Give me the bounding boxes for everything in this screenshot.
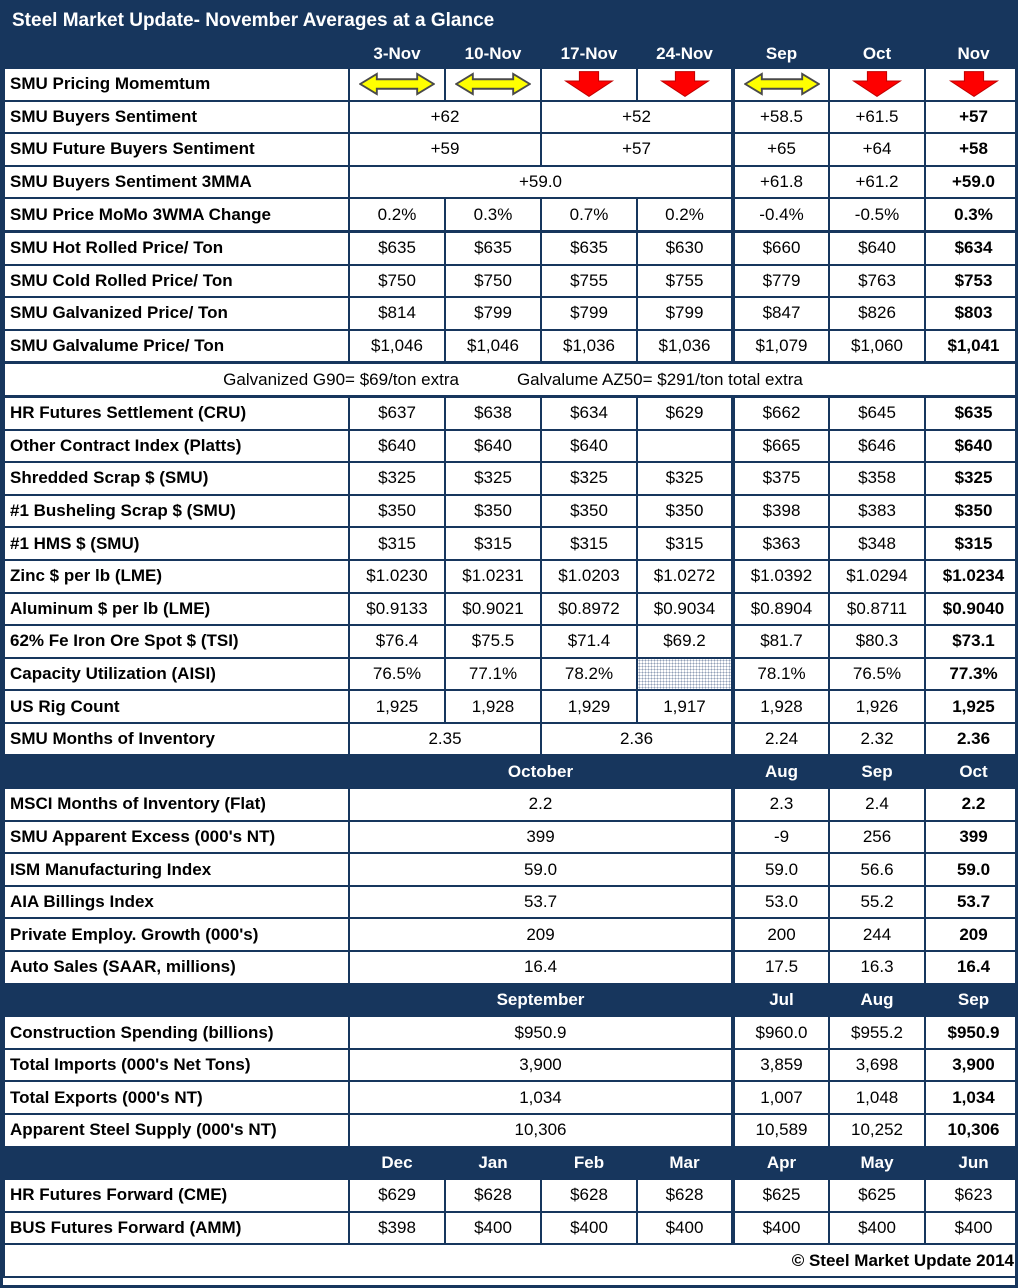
value-cell: +57 [541, 133, 733, 166]
value-cell: $799 [637, 297, 733, 330]
row-label: SMU Future Buyers Sentiment [4, 133, 349, 166]
value-cell: +58 [925, 133, 1018, 166]
row-label: SMU Months of Inventory [4, 723, 349, 756]
period-header: Aug [829, 984, 925, 1017]
row-label: SMU Galvanized Price/ Ton [4, 297, 349, 330]
table-row [4, 495, 1018, 528]
row-label [4, 984, 349, 1017]
value-cell: $645 [829, 396, 925, 429]
column-header: 10-Nov [445, 40, 541, 68]
down-arrow-icon [947, 71, 1001, 97]
value-cell: 53.7 [925, 886, 1018, 919]
value-cell: $635 [541, 231, 637, 264]
table-row [4, 101, 1018, 134]
value-cell: $826 [829, 297, 925, 330]
table-row [4, 1081, 1018, 1114]
row-label: Auto Sales (SAAR, millions) [4, 951, 349, 984]
value-cell: 209 [349, 918, 733, 951]
value-cell: $363 [733, 527, 829, 560]
period-header: May [829, 1147, 925, 1180]
value-cell: $325 [541, 462, 637, 495]
value-cell: 1,926 [829, 690, 925, 723]
value-cell: $1,060 [829, 330, 925, 363]
value-cell: 399 [925, 821, 1018, 854]
value-cell: 78.2% [541, 658, 637, 691]
table-row [4, 886, 1018, 919]
down-arrow-icon [850, 71, 904, 97]
value-cell: $634 [925, 231, 1018, 264]
value-cell: $358 [829, 462, 925, 495]
row-label: Apparent Steel Supply (000's NT) [4, 1114, 349, 1147]
value-cell: 59.0 [733, 853, 829, 886]
value-cell: $0.9133 [349, 593, 445, 626]
value-cell: 76.5% [349, 658, 445, 691]
value-cell: 16.4 [349, 951, 733, 984]
value-cell: $400 [637, 1212, 733, 1245]
page-title: Steel Market Update- November Averages at a Glance [3, 3, 1015, 39]
galvanized-extra-note: Galvanized G90= $69/ton extra [223, 369, 459, 389]
note-text [4, 363, 1018, 397]
row-label: ISM Manufacturing Index [4, 853, 349, 886]
period-header: Dec [349, 1147, 445, 1180]
value-cell: 3,698 [829, 1049, 925, 1082]
value-cell: 2.4 [829, 788, 925, 821]
value-cell: $950.9 [349, 1016, 733, 1049]
value-cell: $315 [925, 527, 1018, 560]
value-cell: 1,929 [541, 690, 637, 723]
row-label: Aluminum $ per lb (LME) [4, 593, 349, 626]
value-cell: $1.0231 [445, 560, 541, 593]
value-cell: $960.0 [733, 1016, 829, 1049]
period-header: Apr [733, 1147, 829, 1180]
row-label: US Rig Count [4, 690, 349, 723]
value-cell: 1,925 [349, 690, 445, 723]
period-header: Aug [733, 755, 829, 788]
down-arrow-icon [562, 71, 616, 97]
value-cell: $350 [445, 495, 541, 528]
value-cell: $629 [637, 396, 733, 429]
value-cell: +52 [541, 101, 733, 134]
row-label: #1 HMS $ (SMU) [4, 527, 349, 560]
value-cell: 77.1% [445, 658, 541, 691]
value-cell: $640 [829, 231, 925, 264]
value-cell: $662 [733, 396, 829, 429]
summary-table-body [4, 40, 1018, 1277]
column-header: Sep [733, 40, 829, 68]
value-cell: $763 [829, 265, 925, 298]
value-cell: 2.3 [733, 788, 829, 821]
period-header: Oct [925, 755, 1018, 788]
period-header-row [4, 984, 1018, 1017]
value-cell: 16.4 [925, 951, 1018, 984]
value-cell: 2.35 [349, 723, 541, 756]
value-cell: 10,306 [349, 1114, 733, 1147]
value-cell: $348 [829, 527, 925, 560]
table-row [4, 1179, 1018, 1212]
value-cell: $400 [445, 1212, 541, 1245]
momentum-cell [925, 68, 1018, 101]
value-cell: +61.2 [829, 166, 925, 199]
column-header: Nov [925, 40, 1018, 68]
table-row [4, 788, 1018, 821]
row-label: SMU Buyers Sentiment 3MMA [4, 166, 349, 199]
value-cell: 256 [829, 821, 925, 854]
value-cell: 2.32 [829, 723, 925, 756]
value-cell: -0.5% [829, 198, 925, 231]
sideways-arrow-icon [455, 72, 531, 96]
value-cell: 3,859 [733, 1049, 829, 1082]
momentum-cell [733, 68, 829, 101]
value-cell: $799 [541, 297, 637, 330]
value-cell: $400 [829, 1212, 925, 1245]
value-cell: $646 [829, 430, 925, 463]
value-cell: $635 [925, 396, 1018, 429]
value-cell: $1.0230 [349, 560, 445, 593]
table-row [4, 690, 1018, 723]
table-row [4, 918, 1018, 951]
table-row [4, 1049, 1018, 1082]
row-label [4, 1147, 349, 1180]
period-header: Feb [541, 1147, 637, 1180]
value-cell: 1,048 [829, 1081, 925, 1114]
value-cell: $753 [925, 265, 1018, 298]
value-cell: 1,928 [733, 690, 829, 723]
value-cell: +59.0 [925, 166, 1018, 199]
value-cell: $1,036 [541, 330, 637, 363]
no-data-hatched-cell [637, 658, 733, 691]
value-cell: $71.4 [541, 625, 637, 658]
value-cell: $76.4 [349, 625, 445, 658]
value-cell: +64 [829, 133, 925, 166]
table-row [4, 265, 1018, 298]
value-cell: $629 [349, 1179, 445, 1212]
value-cell: +61.8 [733, 166, 829, 199]
table-row [4, 133, 1018, 166]
value-cell: $325 [637, 462, 733, 495]
value-cell: $375 [733, 462, 829, 495]
period-header: Sep [829, 755, 925, 788]
value-cell: $635 [349, 231, 445, 264]
galvalume-extra-note: Galvalume AZ50= $291/ton total extra [516, 369, 803, 389]
table-row [4, 68, 1018, 101]
row-label: SMU Apparent Excess (000's NT) [4, 821, 349, 854]
value-cell: 2.36 [541, 723, 733, 756]
value-cell: +62 [349, 101, 541, 134]
value-cell: 17.5 [733, 951, 829, 984]
table-row [4, 198, 1018, 231]
value-cell: 1,925 [925, 690, 1018, 723]
value-cell: +59.0 [349, 166, 733, 199]
value-cell: 2.24 [733, 723, 829, 756]
value-cell: $660 [733, 231, 829, 264]
value-cell: 1,034 [349, 1081, 733, 1114]
value-cell: $350 [541, 495, 637, 528]
value-cell: $803 [925, 297, 1018, 330]
value-cell: 76.5% [829, 658, 925, 691]
value-cell: 3,900 [349, 1049, 733, 1082]
copyright: © Steel Market Update 2014 [4, 1244, 1018, 1277]
value-cell: 77.3% [925, 658, 1018, 691]
momentum-cell [637, 68, 733, 101]
row-label: SMU Buyers Sentiment [4, 101, 349, 134]
value-cell: $630 [637, 231, 733, 264]
row-label: Zinc $ per lb (LME) [4, 560, 349, 593]
value-cell: $73.1 [925, 625, 1018, 658]
value-cell: $635 [445, 231, 541, 264]
row-label: MSCI Months of Inventory (Flat) [4, 788, 349, 821]
value-cell: +65 [733, 133, 829, 166]
value-cell: $350 [349, 495, 445, 528]
table-row [4, 951, 1018, 984]
value-cell: $779 [733, 265, 829, 298]
value-cell: $640 [445, 430, 541, 463]
value-cell: $0.9034 [637, 593, 733, 626]
value-cell: -0.4% [733, 198, 829, 231]
value-cell: 1,928 [445, 690, 541, 723]
value-cell: $640 [541, 430, 637, 463]
value-cell: 2.2 [349, 788, 733, 821]
value-cell: $625 [829, 1179, 925, 1212]
value-cell: +61.5 [829, 101, 925, 134]
value-cell: +57 [925, 101, 1018, 134]
table-row [4, 723, 1018, 756]
column-header: 17-Nov [541, 40, 637, 68]
value-cell: 0.3% [925, 198, 1018, 231]
value-cell: $315 [445, 527, 541, 560]
table-row [4, 821, 1018, 854]
value-cell: 2.36 [925, 723, 1018, 756]
table-row [4, 166, 1018, 199]
value-cell: $799 [445, 297, 541, 330]
value-cell: 399 [349, 821, 733, 854]
value-cell [637, 430, 733, 463]
table-row [4, 430, 1018, 463]
footer-row [4, 1244, 1018, 1277]
row-label: HR Futures Forward (CME) [4, 1179, 349, 1212]
value-cell: $350 [925, 495, 1018, 528]
value-cell: $315 [637, 527, 733, 560]
period-header: Jan [445, 1147, 541, 1180]
value-cell: 10,252 [829, 1114, 925, 1147]
table-row [4, 231, 1018, 264]
value-cell: $325 [349, 462, 445, 495]
row-label: BUS Futures Forward (AMM) [4, 1212, 349, 1245]
momentum-cell [829, 68, 925, 101]
value-cell: $847 [733, 297, 829, 330]
value-cell: 10,589 [733, 1114, 829, 1147]
value-cell: $1,041 [925, 330, 1018, 363]
table-row [4, 527, 1018, 560]
value-cell: $325 [925, 462, 1018, 495]
value-cell: 2.2 [925, 788, 1018, 821]
column-header: 24-Nov [637, 40, 733, 68]
value-cell: $665 [733, 430, 829, 463]
table-row [4, 396, 1018, 429]
value-cell: 55.2 [829, 886, 925, 919]
value-cell: $750 [445, 265, 541, 298]
value-cell: $625 [733, 1179, 829, 1212]
row-label: Total Imports (000's Net Tons) [4, 1049, 349, 1082]
table-row [4, 462, 1018, 495]
value-cell: +59 [349, 133, 541, 166]
value-cell: $755 [637, 265, 733, 298]
row-label: Shredded Scrap $ (SMU) [4, 462, 349, 495]
value-cell: 78.1% [733, 658, 829, 691]
row-label: SMU Hot Rolled Price/ Ton [4, 231, 349, 264]
row-label: SMU Price MoMo 3WMA Change [4, 198, 349, 231]
value-cell: 209 [925, 918, 1018, 951]
period-header: Jul [733, 984, 829, 1017]
value-cell: $0.8904 [733, 593, 829, 626]
value-cell: +58.5 [733, 101, 829, 134]
down-arrow-icon [658, 71, 712, 97]
row-label: 62% Fe Iron Ore Spot $ (TSI) [4, 625, 349, 658]
value-cell: $325 [445, 462, 541, 495]
value-cell: 53.0 [733, 886, 829, 919]
value-cell: 0.7% [541, 198, 637, 231]
value-cell: 0.2% [637, 198, 733, 231]
value-cell: $1.0234 [925, 560, 1018, 593]
value-cell: $1.0294 [829, 560, 925, 593]
row-label: Other Contract Index (Platts) [4, 430, 349, 463]
value-cell: 200 [733, 918, 829, 951]
momentum-cell [541, 68, 637, 101]
row-label [4, 755, 349, 788]
row-label: HR Futures Settlement (CRU) [4, 396, 349, 429]
value-cell: 244 [829, 918, 925, 951]
value-cell: $640 [925, 430, 1018, 463]
value-cell: $755 [541, 265, 637, 298]
value-cell: $315 [541, 527, 637, 560]
value-cell: $400 [733, 1212, 829, 1245]
row-label: SMU Cold Rolled Price/ Ton [4, 265, 349, 298]
sideways-arrow-icon [359, 72, 435, 96]
period-header: September [349, 984, 733, 1017]
row-label: Private Employ. Growth (000's) [4, 918, 349, 951]
value-cell: -9 [733, 821, 829, 854]
value-cell: $750 [349, 265, 445, 298]
value-cell: $315 [349, 527, 445, 560]
column-header: Oct [829, 40, 925, 68]
table-row [4, 1016, 1018, 1049]
value-cell: 1,917 [637, 690, 733, 723]
value-cell: $400 [541, 1212, 637, 1245]
value-cell: $350 [637, 495, 733, 528]
momentum-cell [445, 68, 541, 101]
value-cell: $1,046 [349, 330, 445, 363]
value-cell: 1,007 [733, 1081, 829, 1114]
value-cell: $637 [349, 396, 445, 429]
value-cell: $1.0272 [637, 560, 733, 593]
row-label: Capacity Utilization (AISI) [4, 658, 349, 691]
table-row [4, 593, 1018, 626]
table-row [4, 297, 1018, 330]
row-label: SMU Galvalume Price/ Ton [4, 330, 349, 363]
period-header: Mar [637, 1147, 733, 1180]
value-cell: $638 [445, 396, 541, 429]
value-cell: $628 [541, 1179, 637, 1212]
value-cell: $0.9040 [925, 593, 1018, 626]
value-cell: 1,034 [925, 1081, 1018, 1114]
value-cell: $623 [925, 1179, 1018, 1212]
value-cell: $1,046 [445, 330, 541, 363]
value-cell: 0.3% [445, 198, 541, 231]
value-cell: 53.7 [349, 886, 733, 919]
value-cell: $814 [349, 297, 445, 330]
value-cell: $628 [445, 1179, 541, 1212]
table-row [4, 853, 1018, 886]
value-cell: $81.7 [733, 625, 829, 658]
value-cell: $75.5 [445, 625, 541, 658]
row-label: AIA Billings Index [4, 886, 349, 919]
period-header-row [4, 1147, 1018, 1180]
value-cell: $628 [637, 1179, 733, 1212]
value-cell: $69.2 [637, 625, 733, 658]
value-cell: $950.9 [925, 1016, 1018, 1049]
value-cell: 56.6 [829, 853, 925, 886]
momentum-cell [349, 68, 445, 101]
column-header: 3-Nov [349, 40, 445, 68]
table-row [4, 625, 1018, 658]
value-cell: $400 [925, 1212, 1018, 1245]
summary-table [3, 39, 1018, 1278]
row-label: Total Exports (000's NT) [4, 1081, 349, 1114]
value-cell: $1,036 [637, 330, 733, 363]
value-cell: 16.3 [829, 951, 925, 984]
value-cell: $0.9021 [445, 593, 541, 626]
table-row [4, 560, 1018, 593]
period-header: Sep [925, 984, 1018, 1017]
note-row [4, 363, 1018, 397]
value-cell: $955.2 [829, 1016, 925, 1049]
value-cell: 59.0 [925, 853, 1018, 886]
value-cell: $1.0392 [733, 560, 829, 593]
value-cell: $640 [349, 430, 445, 463]
table-row [4, 1212, 1018, 1245]
value-cell: $398 [733, 495, 829, 528]
row-label: SMU Pricing Momemtum [4, 68, 349, 101]
sideways-arrow-icon [744, 72, 820, 96]
value-cell: $80.3 [829, 625, 925, 658]
value-cell: $634 [541, 396, 637, 429]
table-row [4, 330, 1018, 363]
period-header: Jun [925, 1147, 1018, 1180]
value-cell: 10,306 [925, 1114, 1018, 1147]
value-cell: 0.2% [349, 198, 445, 231]
value-cell: $383 [829, 495, 925, 528]
row-label: #1 Busheling Scrap $ (SMU) [4, 495, 349, 528]
value-cell: 3,900 [925, 1049, 1018, 1082]
column-header-row [4, 40, 1018, 68]
row-label: Construction Spending (billions) [4, 1016, 349, 1049]
table-row [4, 1114, 1018, 1147]
value-cell: $398 [349, 1212, 445, 1245]
value-cell: $1.0203 [541, 560, 637, 593]
value-cell: $0.8972 [541, 593, 637, 626]
period-header-row [4, 755, 1018, 788]
value-cell: $0.8711 [829, 593, 925, 626]
table-row [4, 658, 1018, 691]
period-header: October [349, 755, 733, 788]
value-cell: $1,079 [733, 330, 829, 363]
row-label [4, 40, 349, 68]
value-cell: 59.0 [349, 853, 733, 886]
